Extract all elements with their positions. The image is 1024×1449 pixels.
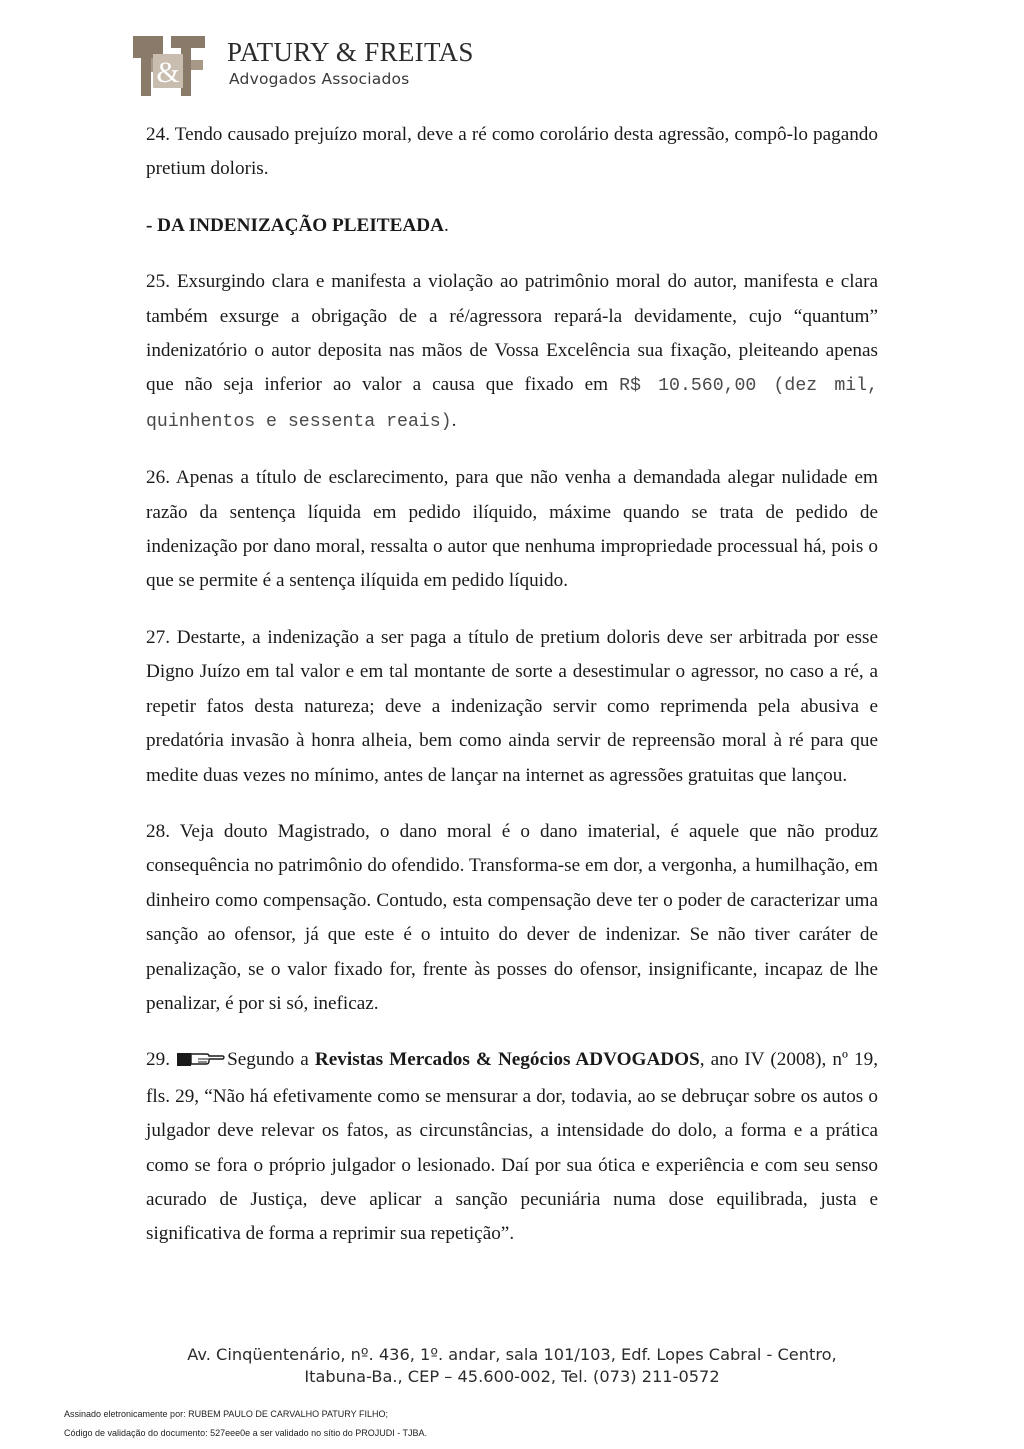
document-body [146,118,878,1274]
paragraph-25-text: 25. Exsurgindo clara e manifesta a violação ao patrimônio moral do autor, manifesta e clara também exsurge a obrigação de a ré/agressora repará-la devidamente, cujo “quantum” indenizatório o autor deposita nas mãos de Vossa Excelência sua fixação, pleiteando apenas que não seja inferior ao valor a causa que fixado em [146,271,878,396]
firm-name: PATURY & FREITAS [227,37,474,67]
section-heading-period: . [443,214,449,236]
firm-logo [133,36,205,96]
logo-monogram: & [156,56,180,89]
paragraph-29 [146,1043,878,1251]
signature-line-2: Código de validação do documento: 527eee0e a ser validado no sítio do PROJUDI - TJBA. [64,1428,428,1438]
paragraph-27: 27. Destarte, a indenização a ser paga a título de pretium doloris deve ser arbitrada por esse Digno Juízo em tal valor e em tal montante de sorte a desestimular o agressor, no caso a ré, a repetir fatos desta natureza; deve a indenização servir como reprimenda pela abusiva e predatória invasão à honra alheia, bem como ainda servir de repreensão moral à ré para que medite duas vezes no mínimo, antes de lançar na internet as agressões gratuitas que lançou. [146,626,878,786]
paragraph-26: 26. Apenas a título de esclarecimento, para que não venha a demandada alegar nulidade em razão da sentença líquida em pedido ilíquido, máxime quando se trata de pedido de indenização por dano moral, ressalta o autor que nenhuma impropriedade processual há, pois o que se permite é a sentença ilíquida em pedido líquido. [146,467,878,592]
paragraph-29-number: 29. [146,1049,177,1071]
paragraph-25-end: . [451,409,457,431]
section-heading-text: - DA INDENIZAÇÃO PLEITEADA [146,214,444,236]
paragraph-25 [146,265,878,439]
letterhead [133,36,553,100]
pointing-hand-icon [176,1045,226,1079]
magazine-title: Revistas Mercados & Negócios ADVOGADOS [314,1049,700,1071]
address-line-2: Itabuna-Ba., CEP – 45.600-002, Tel. (073) 211-0572 [304,1367,720,1386]
signature-line-1: Assinado eletronicamente por: RUBEM PAULO DE CARVALHO PATURY FILHO; [64,1409,388,1419]
claim-amount: R$ 10.560,00 (dez mil, quinhentos e sessenta reais) [146,376,878,432]
address-line-1: Av. Cinqüentenário, nº. 436, 1º. andar, sala 101/103, Edf. Lopes Cabral - Centro, [187,1345,837,1364]
section-heading [146,209,878,243]
paragraph-29-intro: Segundo a [227,1049,315,1071]
electronic-signature [64,1405,427,1443]
paragraph-28: 28. Veja douto Magistrado, o dano moral é o dano imaterial, é aquele que não produz consequência no patrimônio do ofendido. Transforma-se em dor, a vergonha, a humilhação, em dinheiro como compensação. Contudo, esta compensação deve ter o poder de caracterizar uma sanção ao ofensor, já que este é o intuito do dever de indenizar. Se não tiver caráter de penalização, se o valor fixado for, frente às posses do ofensor, insignificante, incapaz de lhe penalizar, é por si só, ineficaz. [146,820,878,1014]
footer-address [140,1344,884,1388]
firm-subtitle: Advogados Associados [229,70,410,88]
paragraph-24: 24. Tendo causado prejuízo moral, deve a ré como corolário desta agressão, compô-lo pagando pretium doloris. [146,124,878,180]
paragraph-29-text: , ano IV (2008), nº 19, fls. 29, “Não há efetivamente como se mensurar a dor, todavia, ao se debruçar sobre os autos o julgador deve relevar os fatos, as circunstâncias, a intensidade do dolo, a forma e a prática como se fora o próprio julgador o lesionado. Daí por sua ótica e experiência e com seu senso acurado de Justiça, deve aplicar a sanção pecuniária numa dose equilibrada, justa e significativa de forma a reprimir sua repetição”. [146,1049,878,1245]
